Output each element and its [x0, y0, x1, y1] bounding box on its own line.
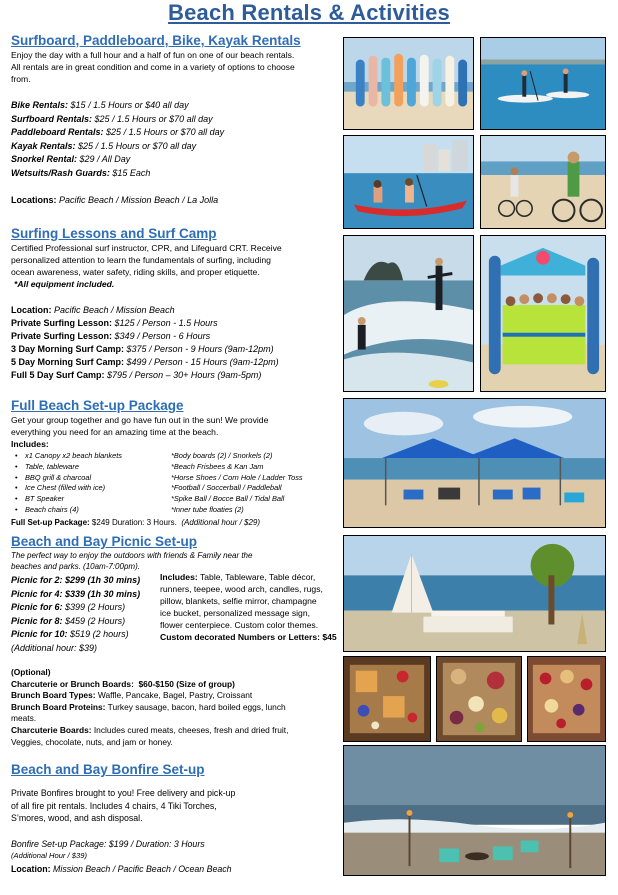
- list-item: *Body boards (2) / Snorkels (2): [171, 451, 273, 460]
- beach-setup-photo: [343, 398, 606, 528]
- surf-intro-line: ocean awareness, water safety, riding skills, and proper etiquette.: [11, 267, 260, 277]
- setup-intro-line: Get your group together and go have fun out in the sun! We provide: [11, 415, 269, 425]
- surf-price-row: Full 5 Day Surf Camp: $795 / Person – 30+ Hours (9am-5pm): [11, 370, 262, 380]
- brunch-types: Brunch Board Types: Waffle, Pancake, Bagel, Pastry, Croissant: [11, 690, 253, 701]
- setup-intro-line: everything you need for an amazing time at the beach.: [11, 427, 219, 437]
- list-item: • x1 Canopy x2 beach blankets: [13, 451, 122, 462]
- surf-price-row: Private Surfing Lesson: $125 / Person - 1.5 Hours: [11, 318, 218, 328]
- rentals-intro-line: from.: [11, 74, 31, 84]
- surf-lesson-photo: [343, 235, 474, 392]
- picnic-intro-line: beaches and parks. (10am-7:00pm).: [11, 562, 140, 571]
- setup-includes-label: Includes:: [11, 439, 49, 449]
- rental-price-row: Kayak Rentals: $25 / 1.5 Hours or $70 all day: [11, 140, 197, 151]
- surfboards-photo: [343, 37, 474, 130]
- boards-section: [11, 667, 288, 748]
- waffle-board-photo: [343, 656, 431, 742]
- kayak-photo: [343, 135, 474, 229]
- list-item: • Table, tableware: [13, 462, 122, 473]
- rental-price-row: Paddleboard Rentals: $25 / 1.5 Hours or $70 all day: [11, 127, 225, 137]
- surf-intro-line: personalized attention to learn the fundamentals of surfing, including: [11, 255, 271, 265]
- bonfire-location: Location: Mission Beach / Pacific Beach / Ocean Beach: [11, 863, 232, 874]
- picnic-price-row: Picnic for 4: $339 (1h 30 mins): [11, 588, 141, 599]
- list-item: *Inner tube floaties (2): [171, 504, 244, 514]
- rentals-intro-line: Enjoy the day with a full hour and a half of fun on one of our beach rentals.: [11, 50, 295, 60]
- bonfire-heading: Beach and Bay Bonfire Set-up: [11, 762, 205, 777]
- picnic-price-row: Picnic for 8: $459 (2 Hours): [11, 615, 126, 626]
- charcuterie-board-photo: [436, 656, 522, 742]
- surf-price-row: 5 Day Morning Surf Camp: $499 / Person - 15 Hours (9am-12pm): [11, 357, 279, 367]
- setup-heading: Full Beach Set-up Package: [11, 398, 184, 413]
- picnic-includes: [160, 571, 337, 643]
- picnic-includes-label: Includes:: [160, 572, 198, 582]
- pastry-board-photo: [527, 656, 606, 742]
- surf-location: Location: Pacific Beach / Mission Beach: [11, 305, 175, 315]
- rental-price-row: Snorkel Rental: $29 / All Day: [11, 154, 131, 164]
- surf-price-row: 3 Day Morning Surf Camp: $375 / Person - 9 Hours (9am-12pm): [11, 344, 274, 354]
- list-item: *Football / Soccerball / Paddleball: [171, 483, 282, 493]
- picnic-includes-line: flower centerpiece. Custom color themes.: [160, 620, 319, 630]
- rentals-locations: Locations: Pacific Beach / Mission Beach / La Jolla: [11, 195, 219, 205]
- rental-price-row: Wetsuits/Rash Guards: $15 Each: [11, 167, 151, 178]
- picnic-intro-line: The perfect way to enjoy the outdoors with friends & Family near the: [11, 551, 253, 560]
- surf-equipment-note: *All equipment included.: [14, 279, 115, 289]
- brunch-proteins-cont: meats.: [11, 713, 37, 724]
- setup-right-list: [171, 451, 303, 516]
- list-item: *Beach Frisbees & Kan Jam: [171, 461, 264, 471]
- list-item: *Spike Ball / Bocce Ball / Tidal Ball: [171, 494, 285, 504]
- picnic-price-row: Picnic for 6: $399 (2 Hours): [11, 602, 126, 612]
- bonfire-intro-line: S’mores, wood, and ash disposal.: [11, 813, 143, 824]
- surf-heading: Surfing Lessons and Surf Camp: [11, 226, 217, 241]
- picnic-includes-line: runners, teepee, wood arch, candles, rugs,: [160, 584, 323, 594]
- bonfire-photo: [343, 745, 606, 876]
- paddleboard-photo: [480, 37, 606, 130]
- bonfire-price: Bonfire Set-up Package: $199 / Duration: 3 Hours: [11, 838, 205, 849]
- bonfire-intro-line: Private Bonfires brought to you! Free delivery and pick-up: [11, 788, 236, 798]
- list-item: • BBQ grill & charcoal: [13, 473, 122, 484]
- picnic-heading: Beach and Bay Picnic Set-up: [11, 534, 198, 549]
- surf-intro-line: Certified Professional surf instructor, CPR, and Lifeguard CRT. Receive: [11, 243, 282, 253]
- page-title: Beach Rentals & Activities: [168, 0, 450, 25]
- surf-price-row: Private Surfing Lesson: $349 / Person - 6 Hours: [11, 331, 211, 341]
- picnic-photo: [343, 535, 606, 652]
- list-item: • Beach chairs (4): [13, 505, 122, 516]
- charcuterie-boards-cont: Veggies, chocolate, nuts, and jam or honey.: [11, 736, 173, 747]
- rentals-intro-line: All rentals are in great condition and come in a variety of options to choose: [11, 62, 295, 72]
- picnic-additional-hour: (Additional hour: $39): [11, 642, 98, 653]
- surf-camp-photo: [480, 235, 606, 392]
- bike-photo: [480, 135, 606, 229]
- rental-price-row: Bike Rentals: $15 / 1.5 Hours or $40 all day: [11, 100, 189, 110]
- charcuterie-boards: Charcuterie Boards: Includes cured meats, cheeses, fresh and dried fruit,: [11, 724, 289, 735]
- bonfire-intro-line: of all fire pit rentals. Includes 4 chairs, 4 Tiki Torches,: [11, 800, 217, 811]
- picnic-custom-letters: Custom decorated Numbers or Letters: $45: [160, 632, 337, 642]
- list-item: *Horse Shoes / Corn Hole / Ladder Toss: [171, 472, 303, 482]
- setup-price: Full Set-up Package: $249 Duration: 3 Hours. (Additional hour / $29): [11, 518, 261, 527]
- list-item: • BT Speaker: [13, 494, 122, 505]
- picnic-price-row: Picnic for 2: $299 (1h 30 mins): [11, 575, 141, 585]
- setup-section: [11, 398, 303, 529]
- picnic-includes-line: Table, Tableware, Table décor,: [199, 572, 316, 582]
- charcuterie-price: Charcuterie or Brunch Boards: $60-$150 (Size of group): [11, 678, 235, 689]
- setup-left-list: [13, 451, 122, 516]
- rentals-section: [11, 33, 301, 206]
- picnic-includes-line: pillow, blankets, selfie mirror, champagne: [160, 596, 317, 606]
- bonfire-section: [11, 762, 235, 876]
- surf-section: [11, 226, 282, 382]
- brunch-proteins: Brunch Board Proteins: Turkey sausage, bacon, hard boiled eggs, lunch: [11, 701, 286, 712]
- picnic-includes-line: ice bucket, personalized message sign,: [160, 608, 310, 618]
- bonfire-additional: (Additional Hour / $39): [11, 851, 87, 861]
- rentals-heading: Surfboard, Paddleboard, Bike, Kayak Rentals: [11, 33, 301, 48]
- optional-label: (Optional): [11, 667, 51, 677]
- rental-price-row: Surfboard Rentals: $25 / 1.5 Hours or $70 all day: [11, 113, 213, 124]
- list-item: • Ice Chest (filled with ice): [13, 483, 122, 494]
- picnic-price-row: Picnic for 10: $519 (2 hours): [11, 629, 129, 639]
